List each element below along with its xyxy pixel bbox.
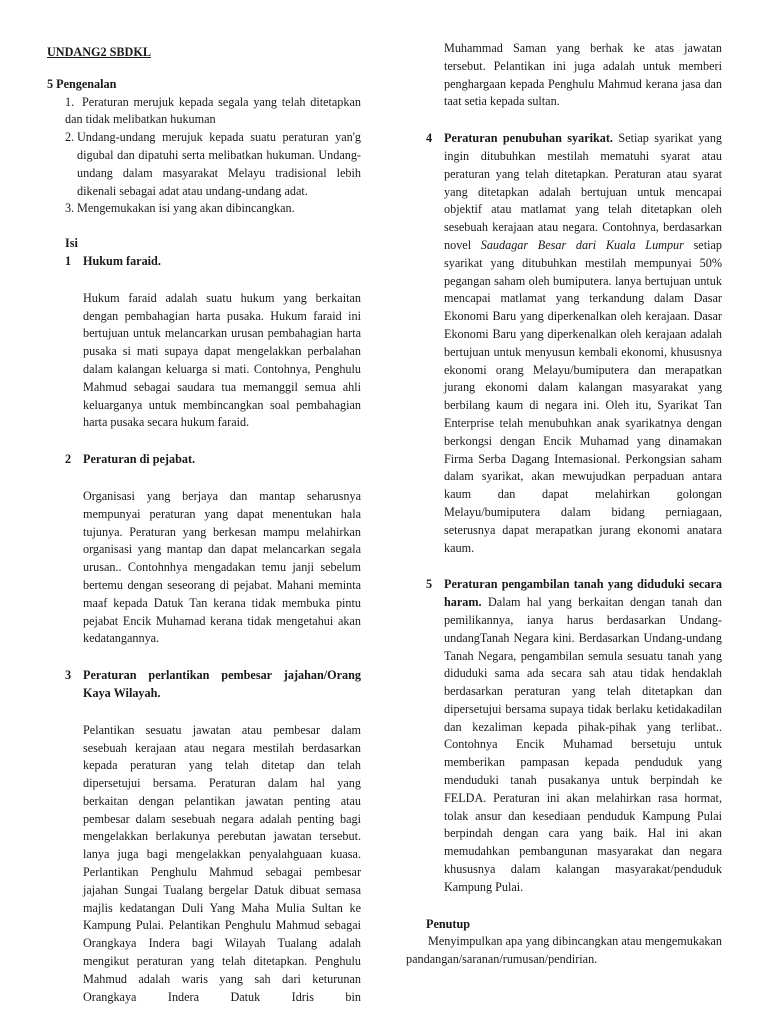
section-number: 5 (426, 577, 433, 592)
right-column (406, 40, 722, 969)
section-3-header (47, 667, 361, 703)
section-4-text-a: Setiap syarikat yang ingin ditubuhkan mestilah mematuhi syarat atau peraturan yang telah ditetapkan. Peraturan atau syarat yang ditetapkan adalah bertujuan untuk mencapai objektif atau matlamat yang telah ditetapkan oleh sesebuah kerajaan atau negara. Contohnya, berdasarkan novel (444, 131, 723, 252)
document-title: UNDANG2 SBDKL (47, 45, 151, 59)
section-number: 4 (426, 131, 433, 146)
section-5-text: Dalam hal yang berkaitan dengan tanah dan pemilikannya, ianya harus berdasarkan Undang-undangTanah Negara kini. Berdasarkan Undang-undang Tanah Negara, pengambilan semula sesuatu tanah yang diduduki sama ada secara sah atau tidak hendaklah berdasarkan peraturan yang telah ditetapkan dan dipersetujui bersama supaya tidak berlaku ketidakadilan dan kezaliman kepada pihak-pihak yang terlibat.. Contohnya Encik Muhamad bersetuju untuk memberikan pampasan kepada penduduk yang menduduki tanah pusakanya untuk berpindah ke FELDA. Peraturan ini akan melahirkan rasa hormat, tolak ansur dan kesediaan penduduk Kampung Pulai berpindah dengan cara yang baik. Hal ini akan memudahkan pembangunan masyarakat dan negara khususnya dalam kalangan masyarakat/penduduk Kampung Pulai. (444, 595, 722, 894)
isi-heading: Isi (65, 236, 78, 251)
intro-item-3 (47, 200, 361, 218)
closing-text: Menyimpulkan apa yang dibincangkan atau mengemukakan pandangan/saranan/rumusan/pendirian. (406, 934, 722, 967)
section-number: 3 (65, 668, 72, 683)
section-number: 2 (65, 452, 72, 467)
section-heading: Peraturan pengambilan tanah yang diduduki secara haram. (444, 577, 722, 610)
closing-heading: Penutup (426, 916, 471, 931)
intro-item-2 (47, 129, 361, 200)
section-2-header (47, 451, 361, 469)
intro-item-num: 2. (65, 130, 75, 145)
intro-item-text: Mengemukakan isi yang akan dibincangkan. (77, 201, 295, 216)
section-1-header (47, 253, 361, 271)
section-heading: Peraturan di pejabat. (83, 452, 196, 467)
section-2-body: Organisasi yang berjaya dan mantap seharusnya mempunyai peraturan yang dapat menentukan hala tujunya. Peraturan yang berkesan mampu melahirkan organisasi yang mantap dan dapat melancarkan segala urusan.. Contohnhya mengadakan temu janji sebelum bertemu dengan seseorang di pejabat. Mahani meminta maaf kepada Datuk Tan kerana tidak membuka pintu pejabat Encik Muhamad kerana tidak mengetahui akan kedatangannya. (83, 488, 361, 646)
section-4 (406, 130, 722, 557)
section-number: 1 (65, 253, 72, 268)
intro-item-text: Peraturan merujuk kepada segala yang telah ditetapkan dan tidak melibatkan hukuman (65, 94, 361, 127)
section-4-text-b: setiap syarikat yang ditubuhkan mestilah mempunyai 50% pegangan saham oleh bumiputera. lanya bertujuan untuk mencapai matlamat yang terkandung dalam Dasar Ekonomi Baru yang diperkenalkan oleh kerajaan. Dasar Ekonomi Baru yang diperkenalkan oleh kerajaan adalah bertujuan untuk menyusun kembali ekonomi, khususnya ekonomi orang Melayu/bumiputera dan merapatkan jurang ekonomi dalam kalangan masyarakat yang berbilang kaum di negara ini. Oleh itu, Syarikat Tan Enterprise telah menubuhkan anak syarikatnya dengan berkongsi dengan Encik Muhamad yang dinamakan Firma Serba Dagang Intemasional. Perkongsian saham dalam syarikat, akan mewujudkan perpaduan antara kaum dan dapat melahirkan golongan Melayu/bumiputera dalam bidang perniagaan, seterusnya dapat merapatkan jurang ekonomi anatara kaum. (444, 237, 722, 555)
novel-title: Saudagar Besar dari Kuala Lumpur (480, 237, 684, 252)
intro-item-num: 3. (65, 201, 75, 216)
intro-item-num: 1. (65, 94, 75, 109)
section-3-body-continued: Muhammad Saman yang berhak ke atas jawatan tersebut. Pelantikan ini juga adalah untuk memberi penghargaan kepada Penghulu Mahmud kerana jasa dan taat setia kepada sultan. (444, 41, 722, 109)
left-column (47, 40, 361, 1006)
intro-item-text: Undang-undang merujuk kepada suatu peraturan yan'g digubal dan dipatuhi serta melibatkan hukuman. Undang- undang dalam masyarakat Melayu tradisional lebih dikenali sebagai adat atau undang-undang adat. (77, 130, 361, 198)
section-1-body: Hukum faraid adalah suatu hukum yang berkaitan dengan pembahagian harta pusaka. Hukum faraid ini bertujuan untuk melancarkan urusan pembahagian harta pusaka si mati supaya dapat mengelakkan perbalahan dalam kalangan keluarga si mati. Contohnya, Penghulu Mahmud sebagai saudara tua memanggil semua ahli keluarganya untuk membincangkan soal pembahagian harta pusaka secara hukum faraid. (83, 290, 361, 430)
section-4-body (444, 130, 722, 557)
section-heading: Hukum faraid. (83, 253, 161, 268)
intro-heading: 5 Pengenalan (47, 76, 117, 91)
section-heading: Peraturan perlantikan pembesar jajahan/Orang Kaya Wilayah. (83, 668, 361, 700)
section-5-body (444, 576, 722, 896)
section-heading: Peraturan penubuhan syarikat. (444, 131, 613, 146)
section-5 (406, 576, 722, 896)
intro-item-1 (47, 94, 361, 130)
section-3-body: Pelantikan sesuatu jawatan atau pembesar dalam sesebuah kerajaan atau negara mestilah berdasarkan kepada peraturan yang telah ditetap dan telah dipersetujui bersama. Peraturan dalam hal yang berkaitan dengan pelantikan jawatan penting atau pembesar dalam sesebuah negara adalah penting bagi mengelakkan berlakunya perebutan jawatan tersebut. lanya juga bagi mengelakkan penyalahguaan kuasa. Perlantikan Penghulu Mahmud sebagai pembesar jajahan Sungai Tualang bergelar Datuk dibuat semasa majlis kedatangan Duli Yang Maha Mulia Sultan ke Kampung Pulai. Pelantikan Penghulu Mahmud sebagai Orangkaya Indera bagi Wilayah Tualang adalah mengikut peraturan yang telah ditetapkan. Penghulu Mahmud adalah waris yang sah dari keturunan Orangkaya Indera Datuk Idris bin (83, 722, 361, 1004)
